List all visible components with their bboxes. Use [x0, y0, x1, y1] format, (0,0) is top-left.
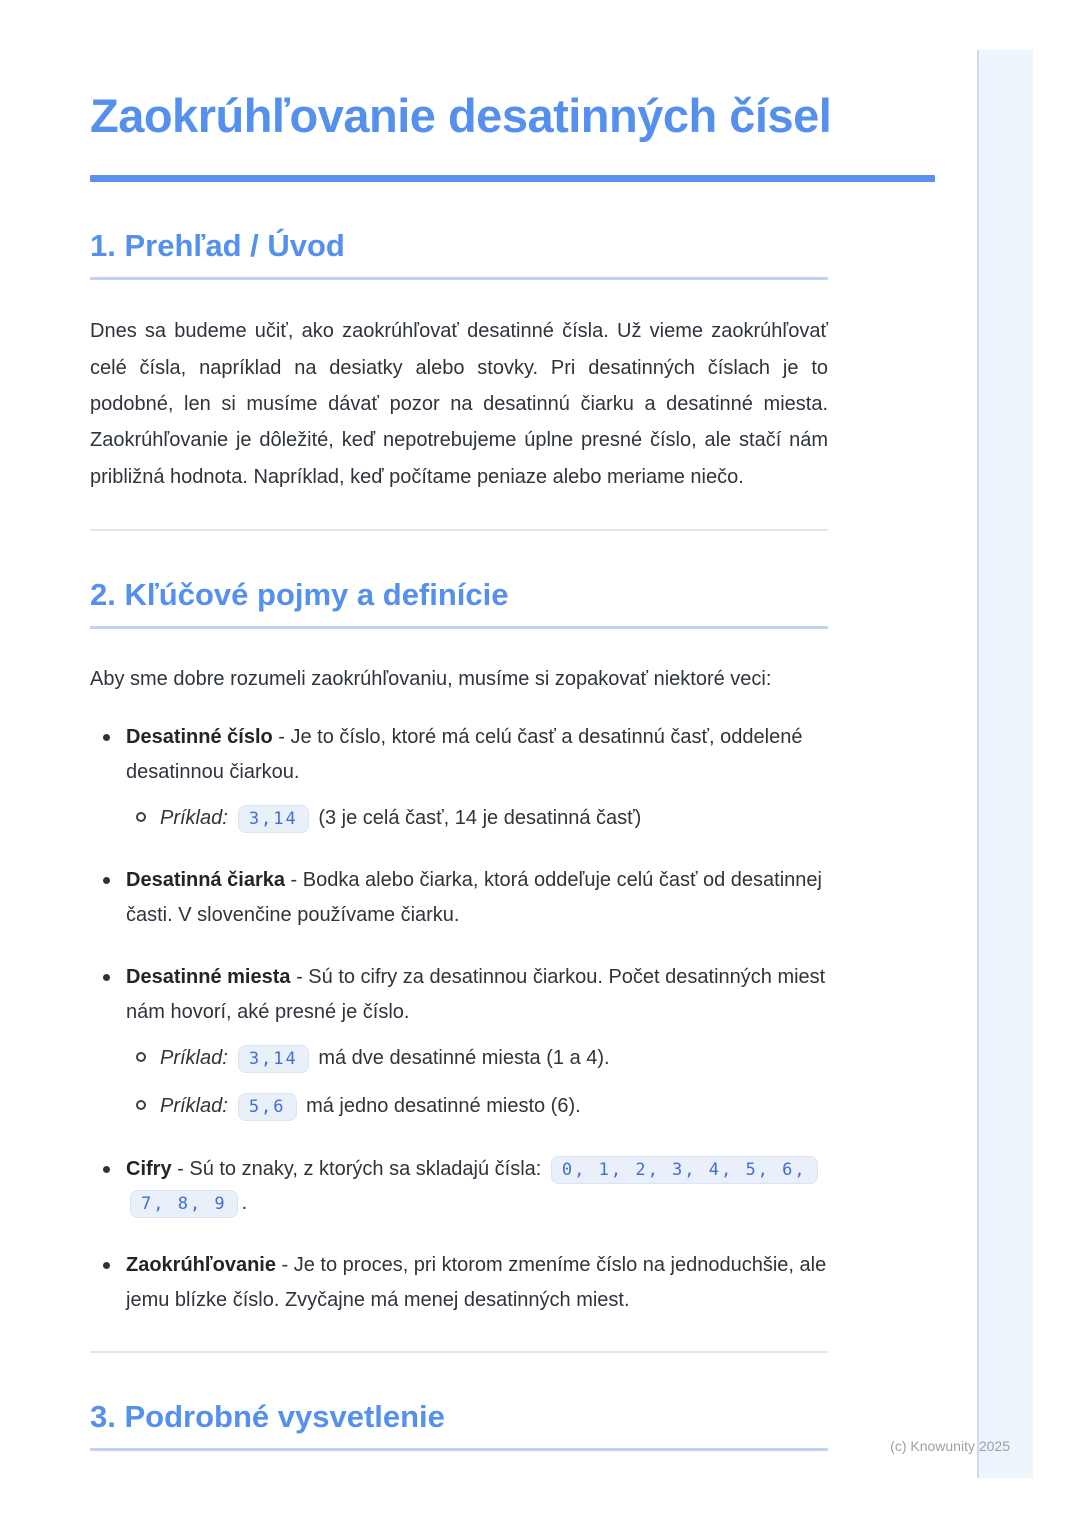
section-divider: [90, 1351, 828, 1353]
term-definition: - Je to proces, pri ktorom zmeníme číslo na jednoduchšie, ale jemu blízke číslo. Zvyčajne má menej desatinných miest.: [126, 1254, 827, 1311]
term-name: Zaokrúhľovanie: [126, 1254, 276, 1277]
next-page-edge: [977, 50, 1033, 1478]
term-definition: - Bodka alebo čiarka, ktorá oddeľuje celú časť od desatinnej časti. V slovenčine používame čiarku.: [126, 869, 822, 926]
term-item-rounding: [126, 1248, 828, 1317]
terms-list: [90, 720, 828, 1317]
section-1-heading: 1. Prehľad / Úvod: [90, 228, 828, 280]
page-title: Zaokrúhľovanie desatinných čísel: [90, 89, 832, 142]
section-2-heading: 2. Kľúčové pojmy a definície: [90, 577, 828, 629]
section-3-heading: 3. Podrobné vysvetlenie: [90, 1399, 828, 1451]
section-2-intro: Aby sme dobre rozumeli zaokrúhľovaniu, musíme si zopakovať niektoré veci:: [90, 668, 772, 691]
section-1-paragraph: Dnes sa budeme učiť, ako zaokrúhľovať desatinné čísla. Už vieme zaokrúhľovať celé čísla, napríklad na desiatky alebo stovky. Pri desatinných číslach je to podobné, len si musíme dávať pozor na desatinnú čiarku a desatinné miesta. Zaokrúhľovanie je dôležité, keď nepotrebujeme úplne presné číslo, ale stačí nám približná hodnota. Napríklad, keď počítame peniaze alebo meriame niečo.: [90, 320, 828, 488]
inline-code: 5,6: [238, 1093, 297, 1121]
term-item-digits: [126, 1152, 828, 1221]
term-definition-tail: .: [241, 1192, 248, 1215]
examples-list: [126, 1041, 828, 1124]
example-text: má jedno desatinné miesto (6).: [306, 1095, 581, 1118]
example-label: Príklad:: [160, 806, 228, 829]
document-content: [90, 86, 832, 1451]
term-definition: - Sú to cifry za desatinnou čiarkou. Počet desatinných miest nám hovorí, aké presné je číslo.: [126, 966, 826, 1023]
section-divider: [90, 529, 828, 531]
example-text: (3 je celá časť, 14 je desatinná časť): [318, 806, 642, 829]
term-definition: - Sú to znaky, z ktorých sa skladajú čísla:: [177, 1157, 542, 1180]
copyright-footer: (c) Knowunity 2025: [890, 1438, 1010, 1454]
example-label: Príklad:: [160, 1046, 228, 1069]
inline-code: 3,14: [238, 1045, 309, 1073]
term-item-decimal-number: [126, 720, 828, 835]
term-item-decimal-places: [126, 960, 828, 1124]
term-name: Cifry: [126, 1157, 172, 1180]
section-detailed-explanation: [90, 1399, 828, 1451]
inline-code: 0, 1, 2, 3, 4, 5, 6, 7, 8, 9: [130, 1156, 818, 1218]
examples-list: [126, 801, 828, 835]
example-item: [160, 1041, 828, 1075]
example-label: Príklad:: [160, 1095, 228, 1118]
term-name: Desatinná čiarka: [126, 869, 285, 892]
example-text: má dve desatinné miesta (1 a 4).: [318, 1046, 610, 1069]
section-overview: [90, 228, 828, 495]
term-name: Desatinné miesta: [126, 966, 291, 989]
title-rule: [90, 175, 935, 182]
term-item-decimal-comma: [126, 863, 828, 932]
section-key-terms: [90, 577, 828, 1317]
term-name: Desatinné číslo: [126, 726, 273, 749]
inline-code: 3,14: [238, 805, 309, 833]
example-item: [160, 1089, 828, 1123]
term-definition: - Je to číslo, ktoré má celú časť a desatinnú časť, oddelené desatinnou čiarkou.: [126, 726, 803, 783]
example-item: [160, 801, 828, 835]
